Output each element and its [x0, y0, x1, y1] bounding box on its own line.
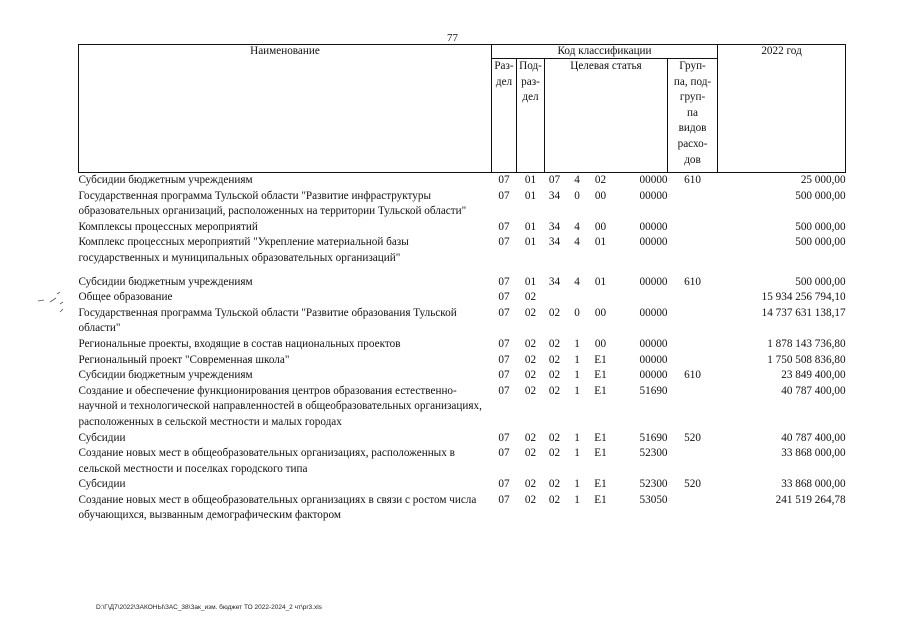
table-row [79, 384, 846, 431]
table-row [79, 275, 846, 291]
row-name: Государственная программа Тульской области "Развитие образования Тульской области" [78, 306, 457, 335]
row-target-type: 4 [574, 275, 580, 288]
table-row [79, 446, 846, 477]
row-target-type: 1 [574, 493, 580, 506]
row-target-type [565, 290, 590, 306]
row-target-direction [612, 290, 668, 306]
row-target-event: 01 [594, 275, 607, 288]
row-razdel: 07 [498, 337, 510, 350]
row-target-direction: 00000 [639, 174, 668, 186]
table-row [79, 368, 846, 384]
row-target-program: 02 [548, 306, 561, 319]
row-target-direction: 00000 [639, 220, 668, 233]
row-razdel: 07 [498, 220, 510, 233]
row-amount: 15 934 256 794,10 [761, 291, 846, 304]
row-name: Создание новых мест в общеобразовательных организациях в связи с ростом числа обучающихся, вызванным демографическим фактором [78, 493, 477, 522]
row-target-direction: 00000 [639, 337, 668, 350]
row-podrazdel: 01 [524, 275, 537, 288]
row-target-event: E1 [594, 353, 607, 366]
row-target-program: 02 [548, 447, 561, 460]
row-podrazdel: 02 [524, 447, 537, 460]
row-target-program: 02 [548, 337, 561, 350]
budget-table [78, 44, 846, 524]
row-target-type: 0 [574, 306, 580, 319]
table-row [79, 477, 846, 493]
row-name: Создание новых мест в общеобразовательных организациях, расположенных в сельской местности и поселках городского типа [78, 447, 455, 475]
row-razdel: 07 [498, 353, 510, 366]
row-target-event: 00 [594, 337, 607, 350]
table-row [79, 337, 846, 353]
row-podrazdel: 02 [524, 431, 537, 444]
row-target-program: 34 [548, 236, 561, 249]
row-expense-group [668, 337, 718, 353]
row-target-type: 1 [574, 431, 580, 444]
row-expense-group: 610 [684, 174, 701, 186]
row-expense-group: 520 [684, 431, 701, 444]
row-target-direction: 00000 [639, 353, 668, 366]
row-target-event: E1 [594, 384, 607, 397]
table-row [79, 306, 846, 337]
table-header [79, 45, 846, 173]
row-target-direction: 53050 [639, 493, 668, 506]
row-podrazdel: 02 [524, 337, 537, 350]
row-target-direction: 52300 [639, 478, 668, 491]
row-target-type: 1 [574, 384, 580, 397]
row-target-event: E1 [594, 493, 607, 506]
row-name: Комплекс процессных мероприятий "Укрепление материальной базы государственных и муниципальных образовательных организаций" [78, 236, 409, 264]
row-expense-group: 610 [684, 275, 701, 288]
row-podrazdel: 02 [524, 306, 537, 319]
row-amount: 33 868 000,00 [781, 478, 846, 491]
row-expense-group: 610 [684, 369, 701, 382]
row-podrazdel: 01 [524, 220, 537, 233]
row-amount: 40 787 400,00 [781, 431, 846, 444]
row-target-type: 4 [574, 174, 580, 186]
row-podrazdel: 02 [524, 353, 537, 366]
row-razdel: 07 [498, 291, 510, 304]
row-expense-group: 520 [684, 478, 701, 491]
header-podrazdel: Под- раз- дел [517, 59, 545, 173]
row-target-event: 00 [594, 220, 607, 233]
row-podrazdel: 01 [524, 189, 537, 202]
row-target-type: 1 [574, 337, 580, 350]
row-target-event: 00 [594, 189, 607, 202]
row-expense-group [668, 384, 718, 431]
row-target-event: 01 [594, 236, 607, 249]
row-expense-group [668, 493, 718, 524]
row-target-program: 07 [548, 174, 561, 186]
row-amount: 1 878 143 736,80 [767, 337, 846, 350]
row-razdel: 07 [498, 447, 510, 460]
row-target-direction: 00000 [639, 236, 668, 249]
header-group: Груп- па, под- груп- па видов расхо- дов [668, 59, 718, 173]
header-razdel: Раз- дел [492, 59, 517, 173]
table-row [79, 220, 846, 236]
table-row [79, 235, 846, 274]
row-target-program: 34 [548, 189, 561, 202]
row-razdel: 07 [498, 478, 510, 491]
row-name: Субсидии [78, 478, 126, 491]
margin-pencil-marks [36, 292, 66, 318]
row-razdel: 07 [498, 384, 510, 397]
row-target-event: E1 [594, 478, 607, 491]
row-amount: 1 750 508 836,80 [767, 353, 846, 366]
row-name: Государственная программа Тульской области "Развитие инфраструктуры образовательных организаций, расположенных на территории Тульской области" [78, 189, 467, 218]
row-target-event: 02 [594, 174, 607, 186]
row-amount: 500 000,00 [795, 189, 846, 202]
table-row [79, 353, 846, 369]
header-classification: Код классификации [492, 45, 718, 59]
table-row [79, 290, 846, 306]
row-target-type: 0 [574, 189, 580, 202]
row-amount: 241 519 264,78 [775, 493, 846, 506]
row-target-type: 1 [574, 447, 580, 460]
row-amount: 25 000,00 [800, 174, 846, 186]
row-target-program: 02 [548, 384, 561, 397]
row-target-program: 02 [548, 369, 561, 382]
row-target-program [545, 290, 565, 306]
row-amount: 23 849 400,00 [781, 369, 846, 382]
row-name: Региональный проект "Современная школа" [78, 353, 290, 366]
row-razdel: 07 [498, 189, 510, 202]
row-target-type: 4 [574, 220, 580, 233]
row-razdel: 07 [498, 306, 510, 319]
table-row [79, 189, 846, 220]
row-expense-group [668, 189, 718, 220]
row-razdel: 07 [498, 174, 510, 186]
table-body [79, 173, 846, 525]
row-razdel: 07 [498, 431, 510, 444]
row-target-event: E1 [594, 447, 607, 460]
header-year: 2022 год [718, 45, 846, 173]
row-target-type: 1 [574, 353, 580, 366]
row-target-type: 1 [574, 478, 580, 491]
row-expense-group [668, 290, 718, 306]
row-razdel: 07 [498, 275, 510, 288]
row-amount: 500 000,00 [795, 275, 846, 288]
row-target-program: 34 [548, 220, 561, 233]
row-target-type: 1 [574, 369, 580, 382]
row-podrazdel: 02 [524, 384, 537, 397]
row-target-type: 4 [574, 236, 580, 249]
row-target-direction: 00000 [639, 189, 668, 202]
row-name: Комплексы процессных мероприятий [78, 220, 258, 233]
table-row [79, 431, 846, 447]
row-razdel: 07 [498, 493, 510, 506]
row-razdel: 07 [498, 369, 510, 382]
row-target-event [590, 290, 612, 306]
row-target-program: 02 [548, 431, 561, 444]
header-name: Наименование [79, 45, 492, 173]
row-name: Региональные проекты, входящие в состав национальных проектов [78, 337, 401, 350]
row-name: Общее образование [78, 291, 173, 304]
row-target-event: 00 [594, 306, 607, 319]
row-target-event: E1 [594, 431, 607, 444]
row-target-event: E1 [594, 369, 607, 382]
row-razdel: 07 [498, 236, 510, 249]
row-name: Субсидии [78, 431, 126, 444]
row-target-direction: 52300 [639, 447, 668, 460]
row-target-direction: 00000 [639, 275, 668, 288]
row-podrazdel: 02 [524, 478, 537, 491]
row-amount: 14 737 631 138,17 [761, 306, 846, 319]
row-target-direction: 00000 [639, 306, 668, 319]
row-name: Создание и обеспечение функционирования центров образования естественно-научной и технологической направленностей в общеобразовательных организациях, расположенных в сельской местности и малых городах [78, 384, 482, 428]
file-path-footer: D:\Г\Д7\2022\ЗАКОНЫ\ЗАС_38\Зак_изм. бюджет ТО 2022-2024_2 чт\pr3.xls [96, 604, 322, 611]
row-expense-group [668, 220, 718, 236]
row-podrazdel: 01 [524, 174, 537, 186]
row-amount: 500 000,00 [795, 236, 846, 249]
row-name: Субсидии бюджетным учреждениям [78, 369, 253, 382]
table-row [79, 493, 846, 524]
row-podrazdel: 02 [524, 493, 537, 506]
page-number: 77 [447, 32, 458, 44]
header-target: Целевая статья [545, 59, 668, 173]
row-name: Субсидии бюджетным учреждениям [78, 275, 253, 288]
row-amount: 40 787 400,00 [781, 384, 846, 397]
row-amount: 33 868 000,00 [781, 447, 846, 460]
row-name: Субсидии бюджетным учреждениям [78, 174, 253, 186]
row-podrazdel: 02 [524, 291, 537, 304]
row-podrazdel: 01 [524, 236, 537, 249]
row-target-direction: 51690 [639, 431, 668, 444]
row-podrazdel: 02 [524, 369, 537, 382]
row-target-program: 02 [548, 353, 561, 366]
row-target-direction: 51690 [639, 384, 668, 397]
row-expense-group [668, 306, 718, 337]
row-expense-group [668, 353, 718, 369]
row-target-direction: 00000 [639, 369, 668, 382]
table-row [79, 173, 846, 189]
row-target-program: 34 [548, 275, 561, 288]
row-amount: 500 000,00 [795, 220, 846, 233]
row-expense-group [668, 235, 718, 274]
row-target-program: 02 [548, 478, 561, 491]
row-target-program: 02 [548, 493, 561, 506]
row-expense-group [668, 446, 718, 477]
